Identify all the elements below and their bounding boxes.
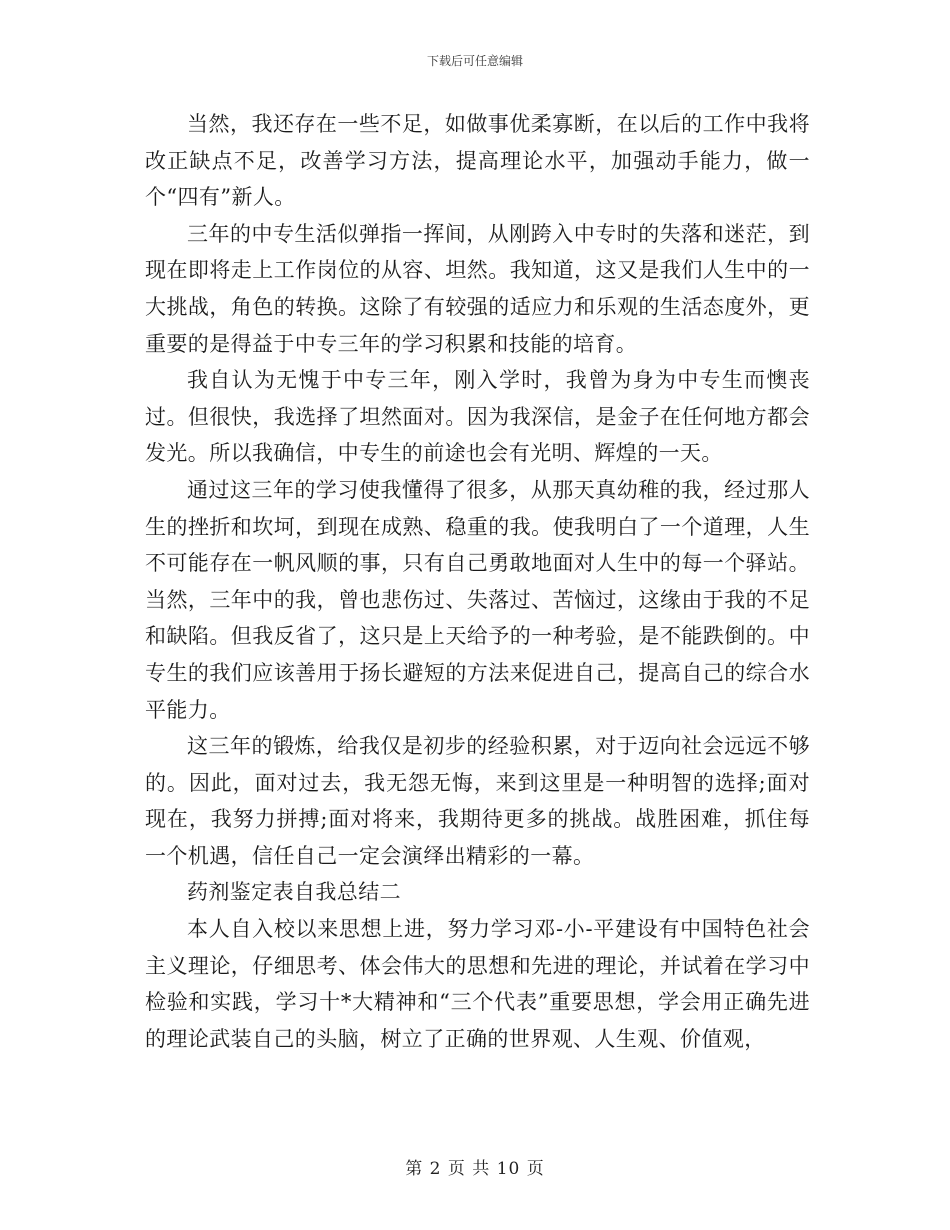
document-body xyxy=(145,106,810,1057)
paragraph-2: 三年的中专生活似弹指一挥间，从刚跨入中专时的失落和迷茫，到现在即将走上工作岗位的从容、坦然。我知道，这又是我们人生中的一大挑战，角色的转换。这除了有较强的适应力和乐观的生活态度外，更重要的是得益于中专三年的学习积累和技能的培育。 xyxy=(145,221,810,356)
section-heading: 药剂鉴定表自我总结二 xyxy=(187,880,401,905)
page-number-footer: 第 2 页 共 10 页 xyxy=(405,1159,545,1179)
paragraph-5: 这三年的锻炼，给我仅是初步的经验积累，对于迈向社会远远不够的。因此，面对过去，我无怨无悔，来到这里是一种明智的选择;面对现在，我努力拼搏;面对将来，我期待更多的挑战。战胜困难，抓住每一个机遇，信任自己一定会演绎出精彩的一幕。 xyxy=(145,734,810,868)
page-header-note: 下载后可任意编辑 xyxy=(426,54,523,68)
paragraph-3: 我自认为无愧于中专三年，刚入学时，我曾为身为中专生而懊丧过。但很快，我选择了坦然面对。因为我深信，是金子在任何地方都会发光。所以我确信，中专生的前途也会有光明、辉煌的一天。 xyxy=(145,368,810,466)
paragraph-4: 通过这三年的学习使我懂得了很多，从那天真幼稚的我，经过那人生的挫折和坎坷，到现在成熟、稳重的我。使我明白了一个道理，人生不可能存在一帆风顺的事，只有自己勇敢地面对人生中的每一个驿站。当然，三年中的我，曾也悲伤过、失落过、苦恼过，这缘由于我的不足和缺陷。但我反省了，这只是上天给予的一种考验，是不能跌倒的。中专生的我们应该善用于扬长避短的方法来促进自己，提高自己的综合水平能力。 xyxy=(145,477,810,722)
paragraph-1: 当然，我还存在一些不足，如做事优柔寡断，在以后的工作中我将改正缺点不足，改善学习方法，提高理论水平，加强动手能力，做一个“四有”新人。 xyxy=(145,112,810,210)
paragraph-6: 本人自入校以来思想上进，努力学习邓-小-平建设有中国特色社会主义理论，仔细思考、体会伟大的思想和先进的理论，并试着在学习中检验和实践，学习十*大精神和“三个代表”重要思想，学会用正确先进的理论武装自己的头脑，树立了正确的世界观、人生观、价值观， xyxy=(145,917,810,1051)
